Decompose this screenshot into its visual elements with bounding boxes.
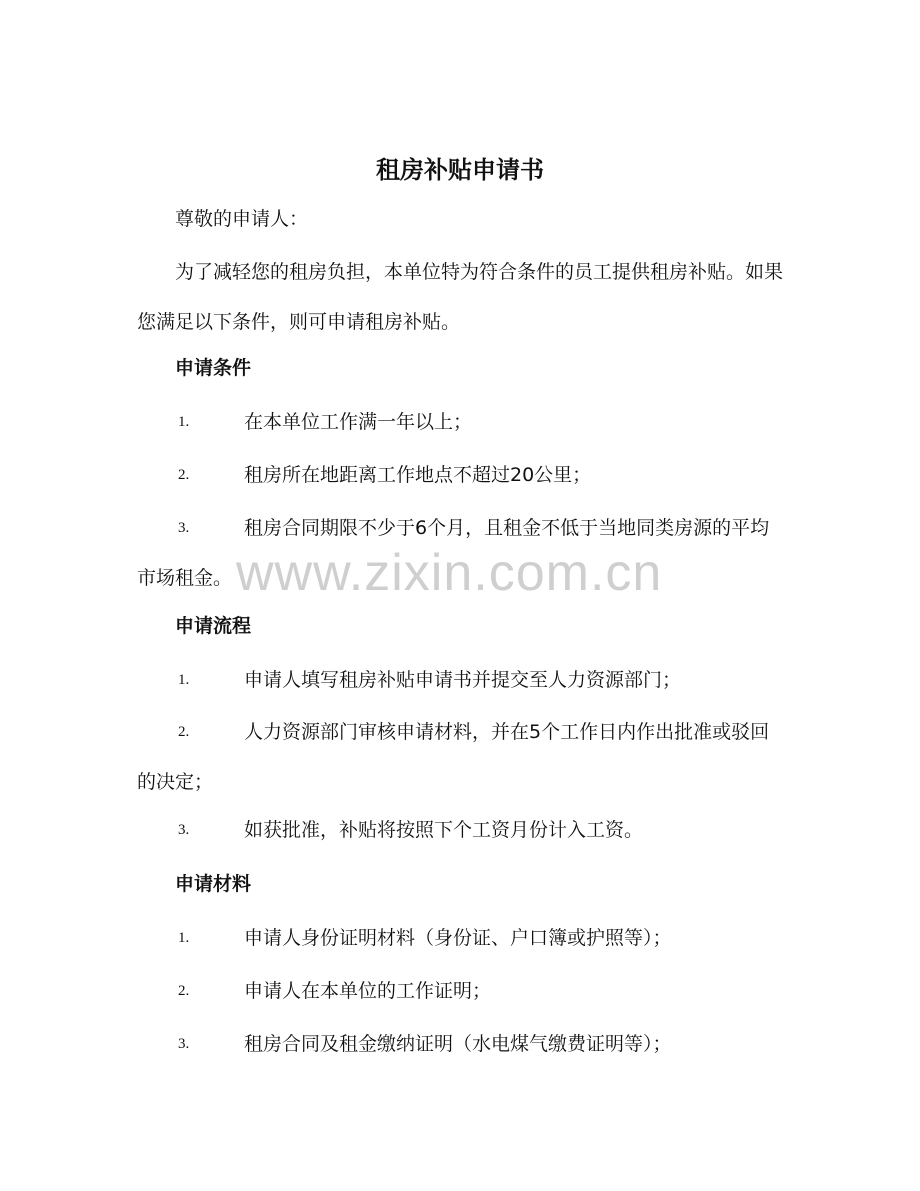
list-text: 申请人身份证明材料（身份证、户口簿或护照等）；	[244, 927, 672, 949]
list-number: 3.	[178, 822, 190, 838]
list-number: 1.	[178, 672, 190, 688]
section-heading-materials: 申请材料	[175, 873, 252, 895]
intro-paragraph: 为了减轻您的租房负担，本单位特为符合条件的员工提供租房补贴。如果您满足以下条件，则可申请租房补贴。	[137, 261, 784, 333]
list-item	[137, 655, 787, 705]
list-item	[137, 913, 787, 963]
list-text: 租房合同及租金缴纳证明（水电煤气缴费证明等）；	[244, 1033, 672, 1055]
list-item	[137, 966, 787, 1016]
list-number: 1.	[178, 930, 190, 946]
list-item	[137, 707, 787, 807]
list-item	[137, 450, 787, 500]
list-text: 如获批准，补贴将按照下个工资月份计入工资。	[244, 819, 644, 841]
list-text: 人力资源部门审核申请材料，并在5个工作日内作出批准或驳回的决定；	[137, 721, 770, 793]
document-title: 租房补贴申请书	[376, 156, 544, 184]
list-item	[137, 805, 787, 855]
section-heading-conditions: 申请条件	[175, 357, 252, 379]
list-number: 2.	[178, 983, 190, 999]
list-text: 在本单位工作满一年以上；	[244, 411, 473, 433]
list-text: 租房合同期限不少于6个月，且租金不低于当地同类房源的平均市场租金。	[137, 517, 770, 589]
greeting: 尊敬的申请人：	[175, 208, 309, 230]
list-number: 2.	[178, 724, 190, 740]
watermark: www.zixin.com.cn	[236, 544, 663, 602]
section-heading-process: 申请流程	[175, 615, 252, 637]
list-number: 3.	[178, 520, 190, 536]
list-number: 3.	[178, 1036, 190, 1052]
list-text: 申请人在本单位的工作证明；	[244, 980, 492, 1002]
list-text: 租房所在地距离工作地点不超过20公里；	[244, 464, 592, 486]
list-item	[137, 397, 787, 447]
list-text: 申请人填写租房补贴申请书并提交至人力资源部门；	[244, 669, 682, 691]
list-item	[137, 1019, 787, 1069]
list-number: 1.	[178, 414, 190, 430]
list-number: 2.	[178, 467, 190, 483]
